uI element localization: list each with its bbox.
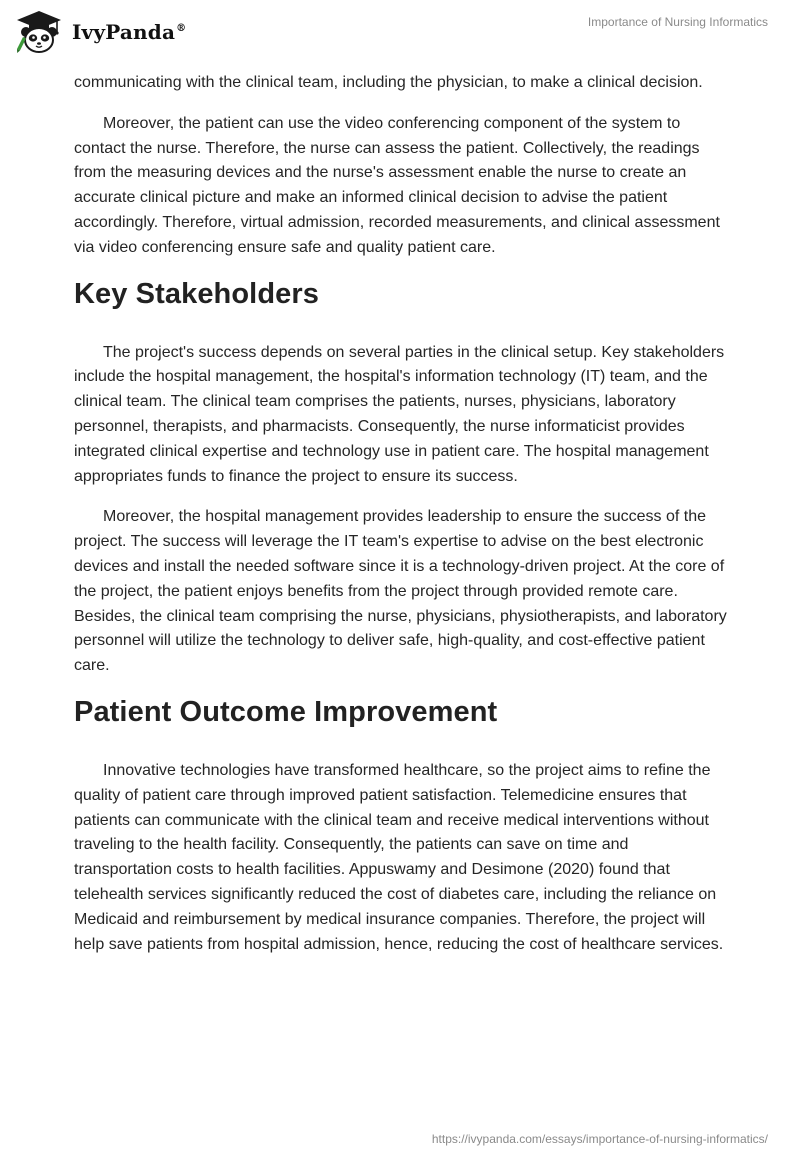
heading-key-stakeholders: Key Stakeholders <box>74 277 319 310</box>
heading-patient-outcome: Patient Outcome Improvement <box>74 695 498 728</box>
essay-content <box>74 71 730 973</box>
panda-graduate-logo-icon <box>14 8 64 58</box>
brand-name: IvyPanda® <box>72 20 187 44</box>
source-url[interactable]: https://ivypanda.com/essays/importance-of-nursing-informatics/ <box>431 1132 768 1146</box>
document-title: Importance of Nursing Informatics <box>587 15 768 29</box>
paragraph-continued: communicating with the clinical team, including the physician, to make a clinical decision. <box>74 74 703 91</box>
paragraph-innovative-technologies: Innovative technologies have transformed healthcare, so the project aims to refine the quality of patient care through improved patient satisfaction. Telemedicine ensures that patients can communicate with the clinical team and receive medical interventions without traveling to the health facility. Consequently, the patients can save on time and transportation costs to health facilities. Appuswamy and Desimone (2020) found that telehealth services significantly reduced the cost of diabetes care, including the reliance on Medicaid and reimbursement by medical insurance companies. Therefore, the project will help save patients from hospital admission, hence, reducing the cost of healthcare services. <box>74 761 724 953</box>
paragraph-video-conferencing: Moreover, the patient can use the video conferencing component of the system to contact the nurse. Therefore, the nurse can assess the patient. Collectively, the readings from the measuring devices and the nurse's assessment enable the nurse to create an accurate clinical picture and make an informed clinical decision to advise the patient accordingly. Therefore, virtual admission, recorded measurements, and clinical assessment via video conferencing ensure safe and quality patient care. <box>74 114 720 256</box>
paragraph-stakeholders: The project's success depends on several parties in the clinical setup. Key stakeholders include the hospital management, the hospital's information technology (IT) team, and the clinical team. The clinical team comprises the patients, nurses, physicians, laboratory personnel, therapists, and pharmacists. Consequently, the nurse informaticist provides integrated clinical expertise and technology use in patient care. The hospital management appropriates funds to finance the project to ensure its success. <box>74 343 725 485</box>
page-header <box>0 0 800 70</box>
paragraph-leadership: Moreover, the hospital management provides leadership to ensure the success of the project. The success will leverage the IT team's expertise to advise on the best electronic devices and install the needed software since it is a technology-driven project. At the core of the project, the patient enjoys benefits from the project through provided remote care. Besides, the clinical team comprising the nurse, physicians, physiotherapists, and laboratory personnel will utilize the technology to deliver safe, high-quality, and cost-effective patient care. <box>74 508 727 675</box>
brand-logo[interactable] <box>14 8 186 58</box>
